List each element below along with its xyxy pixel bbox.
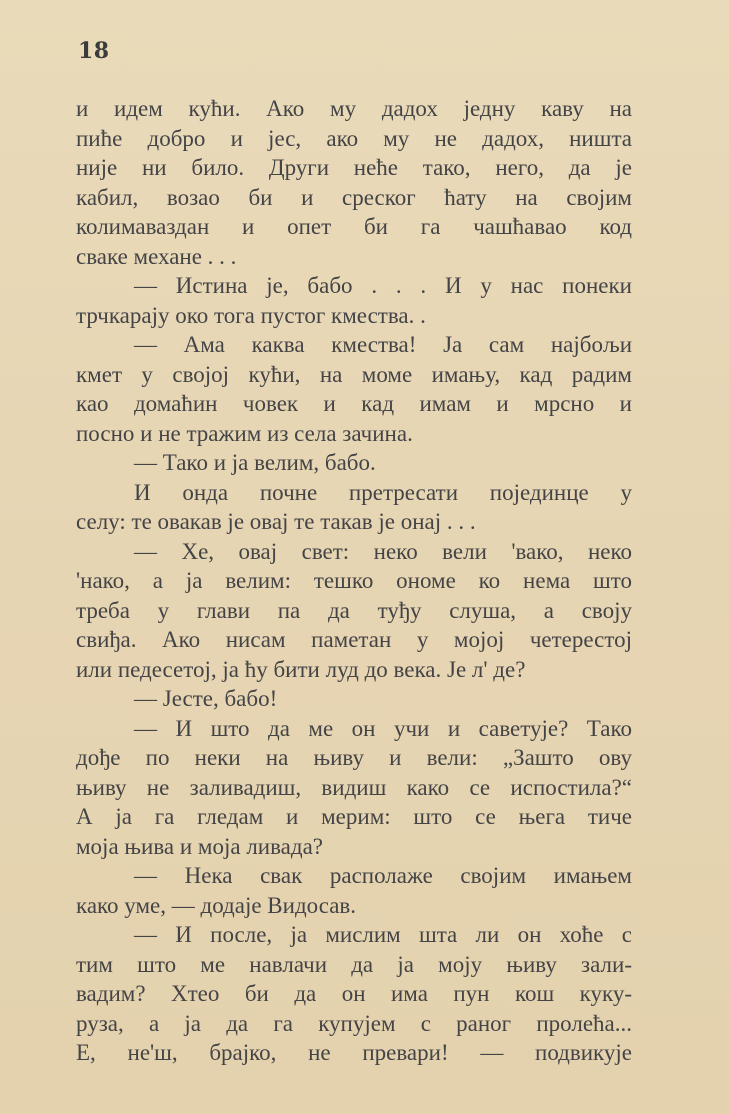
page-number: 18	[78, 38, 110, 64]
text-line: као домаћин човек и кад имам и мрсно и	[76, 391, 632, 416]
text-line: колимаваздан и опет би га чашћавао код	[76, 214, 632, 239]
text-line: моја њива и моја ливада?	[76, 833, 323, 859]
text-line: — Нека свак располаже својим имањем	[134, 863, 632, 888]
text-line: — Тако и ја велим, бабо.	[134, 450, 376, 475]
text-line: — Истина је, бабо . . . И у нас понеки	[134, 273, 632, 298]
text-line: И онда почне претресати појединце у	[134, 479, 632, 505]
text-line: Е, не'ш, брајко, не превари! — подвикује	[76, 1040, 632, 1065]
text-line: селу: те овакав је овај те такав је онај . . .	[76, 509, 476, 534]
text-line: руза, а ја да га купујем с раног пролећа...	[76, 1010, 632, 1036]
text-line: није ни било. Други неће тако, него, да је	[76, 155, 632, 180]
text-line: свиђа. Ако нисам паметан у мојој четерестој	[76, 627, 632, 652]
text-line: кмет у својој кући, на моме имању, кад радим	[76, 361, 632, 387]
text-line: како уме, — додаје Видосав.	[76, 892, 357, 918]
text-line: — Ама каква кмества! Ја сам најбољи	[134, 332, 632, 357]
text-line: треба у глави па да туђу слуша, а своју	[76, 597, 632, 623]
body-text	[76, 94, 632, 1068]
text-line: и идем кући. Ако му дадох једну каву на	[76, 96, 632, 121]
text-line: трчкарају око тога пустог кмества. .	[76, 302, 426, 328]
text-line: — Јесте, бабо!	[134, 686, 278, 711]
text-line: дође по неки на њиву и вели: „Зашто ову	[76, 745, 632, 770]
text-line: 'нако, а ја велим: тешко ономе ко нема што	[76, 568, 632, 593]
text-line: кабил, возао би и среског ћату на својим	[76, 184, 632, 210]
text-line: тим што ме навлачи да ја моју њиву зали-	[76, 951, 632, 977]
text-line: — Хе, овај свет: неко вели 'вако, неко	[134, 538, 632, 564]
text-line: — И што да ме он учи и саветује? Тако	[134, 715, 632, 741]
text-line: вадим? Хтео би да он има пун кош куку-	[76, 981, 632, 1006]
text-line: њиву не заливадиш, видиш како се испостила?“	[76, 774, 632, 800]
text-line: — И после, ја мислим шта ли он хоће с	[134, 922, 632, 947]
text-line: посно и не тражим из села зачина.	[76, 420, 413, 446]
text-line: сваке механе . . .	[76, 243, 237, 269]
text-line: пиће добро и јес, ако му не дадох, ништа	[76, 125, 632, 151]
text-line: А ја га гледам и мерим: што се њега тиче	[76, 804, 632, 829]
text-line: или педесетој, ја ћу бити луд до века. Је л' де?	[76, 656, 526, 682]
